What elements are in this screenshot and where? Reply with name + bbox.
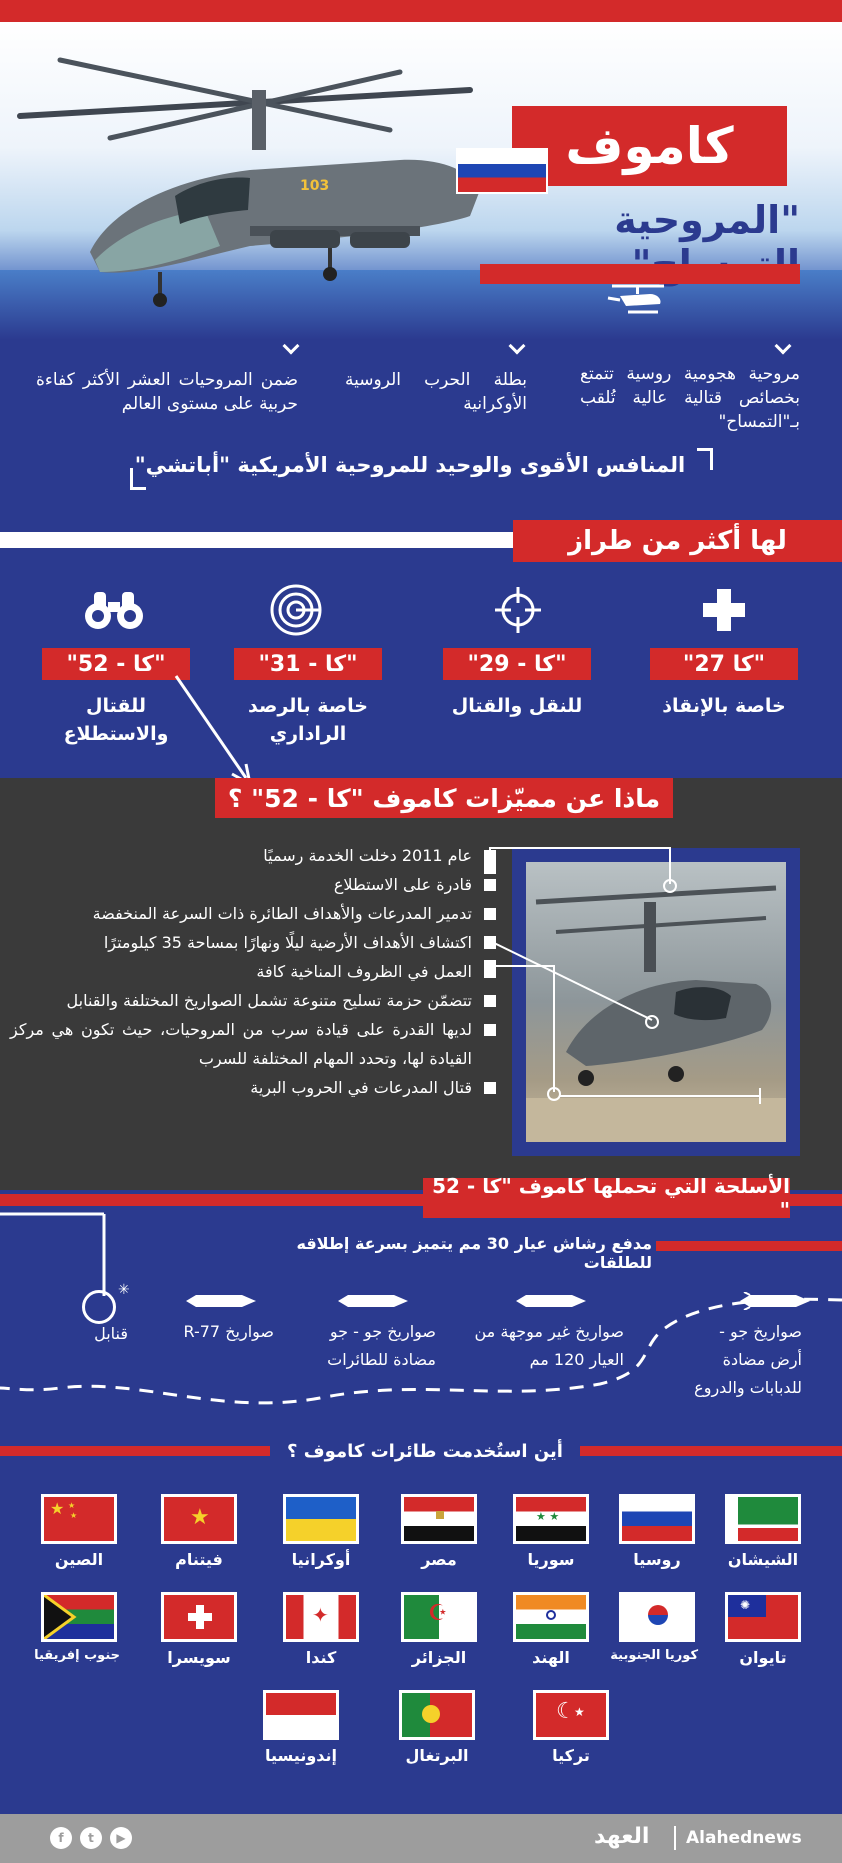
country-south-korea [610,1592,698,1663]
weapon-label: صواريخ غير موجهة من العيار 120 مم [474,1322,624,1369]
country-south-africa [34,1592,120,1663]
model-desc-ka29: للنقل والقتال [451,695,583,717]
country-name: إندونيسيا [264,1746,338,1765]
country-indonesia [260,1690,342,1765]
country-name: جنوب إفريقيا [34,1648,120,1663]
model-desc-ka27: خاصة بالإنقاذ [662,695,786,717]
features-section [0,778,842,1190]
list-item: اكتشاف الأهداف الأرضية ليلًا ونهارًا بمساحة 35 كيلومترًا [10,928,496,957]
country-china [38,1494,120,1569]
footer [0,1814,842,1863]
fact-2: بطلة الحرب الروسية الأوكرانية [345,370,527,414]
country-name: روسيا [633,1550,681,1569]
china-flag: ★ ★ ★ [41,1494,117,1544]
top-red-bar [0,0,842,22]
list-item: قادرة على الاستطلاع [10,870,496,899]
models-title: لها أكثر من طراز [513,520,842,562]
taiwan-flag: ✺ [725,1592,801,1642]
connector-node [484,862,496,874]
model-tag-ka29 [443,648,591,680]
features-title: ماذا عن مميّزات كاموف "كا - 52" ؟ [215,778,673,818]
country-name: فيتنام [175,1550,223,1569]
list-item: تدمير المدرعات والأهداف الطائرة ذات السرعة المنخفضة [10,899,496,928]
medical-cross-icon [694,580,754,640]
bomb-icon [82,1290,116,1324]
model-tag-label: "كا - 29" [467,651,567,677]
country-name: أوكرانيا [291,1550,351,1569]
missile-icon [338,1292,408,1310]
tail-number: 103 [300,178,330,194]
model-tag-ka52 [42,648,190,680]
country-taiwan [722,1592,804,1667]
list-item: عام 2011 دخلت الخدمة رسميًا [10,841,496,870]
country-name: كوريا الجنوبية [610,1648,698,1663]
country-egypt [398,1494,480,1569]
chechnya-flag [725,1494,801,1544]
south-africa-flag [41,1592,117,1642]
weapon-label: صواريخ جو - جو مضادة للطائرات [327,1322,436,1369]
brand-divider [674,1826,676,1850]
youtube-icon[interactable]: ▶ [110,1827,132,1849]
brand-logo-arabic: العهد [594,1824,650,1849]
rival-text: المنافس الأقوى والوحيد للمروحية الأمريكية "أباتشي" [134,453,686,477]
brand-name: Alahednews [686,1828,802,1848]
algeria-flag: ☪ [401,1592,477,1642]
model-desc-ka31: خاصة بالرصد الراداري [248,695,368,745]
arrow-connector [170,672,260,788]
list-item: لديها القدرة على قيادة سرب من المروحيات، حيث تكون هي مركز القيادة لها، وتحدد المهام المختلفة للسرب [10,1015,496,1073]
users-section [0,1440,842,1814]
fact-3: ضمن المروحيات العشر الأكثر كفاءة حربية على مستوى العالم [36,370,298,414]
south-korea-flag [619,1592,695,1642]
connector-node [484,936,496,948]
indonesia-flag [263,1690,339,1740]
crosshair-icon [488,580,548,640]
country-name: سويسرا [167,1648,231,1667]
models-section [0,520,842,778]
country-name: كندا [305,1648,337,1667]
chevron-down-icon [774,340,792,354]
country-name: الجزائر [411,1648,467,1667]
connector-node [484,960,496,972]
weapon-label: صواريخ R-77 [183,1322,274,1341]
weapon-label: صواريخ جو - أرض مضادة للدبابات والدروع [694,1322,802,1397]
fact-1: مروحية هجومية روسية تتمتع بخصائص قتالية عالية تُلقب بـ"التمساح" [580,364,800,432]
turkey-flag: ☾ ★ [533,1690,609,1740]
country-india [510,1592,592,1667]
switzerland-flag [161,1592,237,1642]
features-list [10,841,496,1102]
hero-section [0,0,842,520]
model-tag-label: "كا 27" [682,651,766,677]
helicopter-illustration [0,20,520,320]
country-name: الصين [54,1550,104,1569]
egypt-flag [401,1494,477,1544]
country-vietnam [158,1494,240,1569]
country-syria [510,1494,592,1569]
vietnam-flag: ★ [161,1494,237,1544]
users-title: أين استُخدمت طائرات كاموف ؟ [270,1434,580,1468]
country-turkey [530,1690,612,1765]
missile-icon [740,1292,810,1310]
list-item: تتضمّن حزمة تسليح متنوعة تشمل الصواريخ المختلفة والقنابل [10,986,496,1015]
country-name: الشيشان [727,1550,799,1569]
model-tag-ka27 [650,648,798,680]
country-name: تركيا [552,1746,590,1765]
syria-flag: ★ ★ [513,1494,589,1544]
country-chechnya [722,1494,804,1569]
missile-icon [186,1292,256,1310]
india-flag [513,1592,589,1642]
facebook-icon[interactable]: f [50,1827,72,1849]
subtitle-red-bar [480,264,800,284]
country-name: تايوان [739,1648,787,1667]
page-subtitle: "المروحية [614,198,800,242]
title-box [512,106,787,186]
country-name: سوريا [527,1550,575,1569]
country-portugal [396,1690,478,1765]
chevron-down-icon [282,340,300,354]
country-name: البرتغال [405,1746,469,1765]
russia-flag [456,148,548,194]
russia-flag [619,1494,695,1544]
model-tag-label: "كا - 52" [66,651,166,677]
ukraine-flag [283,1494,359,1544]
weapon-label: قنابل [94,1324,128,1343]
weapons-title: الأسلحة التي تحملها كاموف "كا - 52 " [423,1178,790,1218]
bracket-right [697,448,713,470]
country-russia [616,1494,698,1569]
page-title: كاموف [565,117,734,175]
model-tag-label: "كا - 31" [258,651,358,677]
chevron-down-icon [508,340,526,354]
country-name: الهند [532,1648,570,1667]
binoculars-icon [84,580,144,640]
list-item: قتال المدرعات في الحروب البرية [10,1073,496,1102]
list-item: العمل في الظروف المناخية كافة [10,957,496,986]
country-algeria [398,1592,480,1667]
canada-flag: ✦ [283,1592,359,1642]
country-ukraine [280,1494,362,1569]
missile-icon [516,1292,586,1310]
country-canada [280,1592,362,1667]
helicopter-icon [606,282,670,318]
spark-icon: ✳ [118,1282,130,1298]
feature-connectors [480,838,800,1148]
radar-icon [266,580,326,640]
country-switzerland [158,1592,240,1667]
weapons-section [0,1174,842,1446]
portugal-flag [399,1690,475,1740]
gun-description: مدفع رشاش عيار 30 مم يتميز بسرعة إطلاقه للطلقات [296,1234,652,1272]
model-desc-ka52: للقتال والاستطلاع [63,695,169,745]
twitter-icon[interactable]: t [80,1827,102,1849]
country-name: مصر [421,1550,457,1569]
